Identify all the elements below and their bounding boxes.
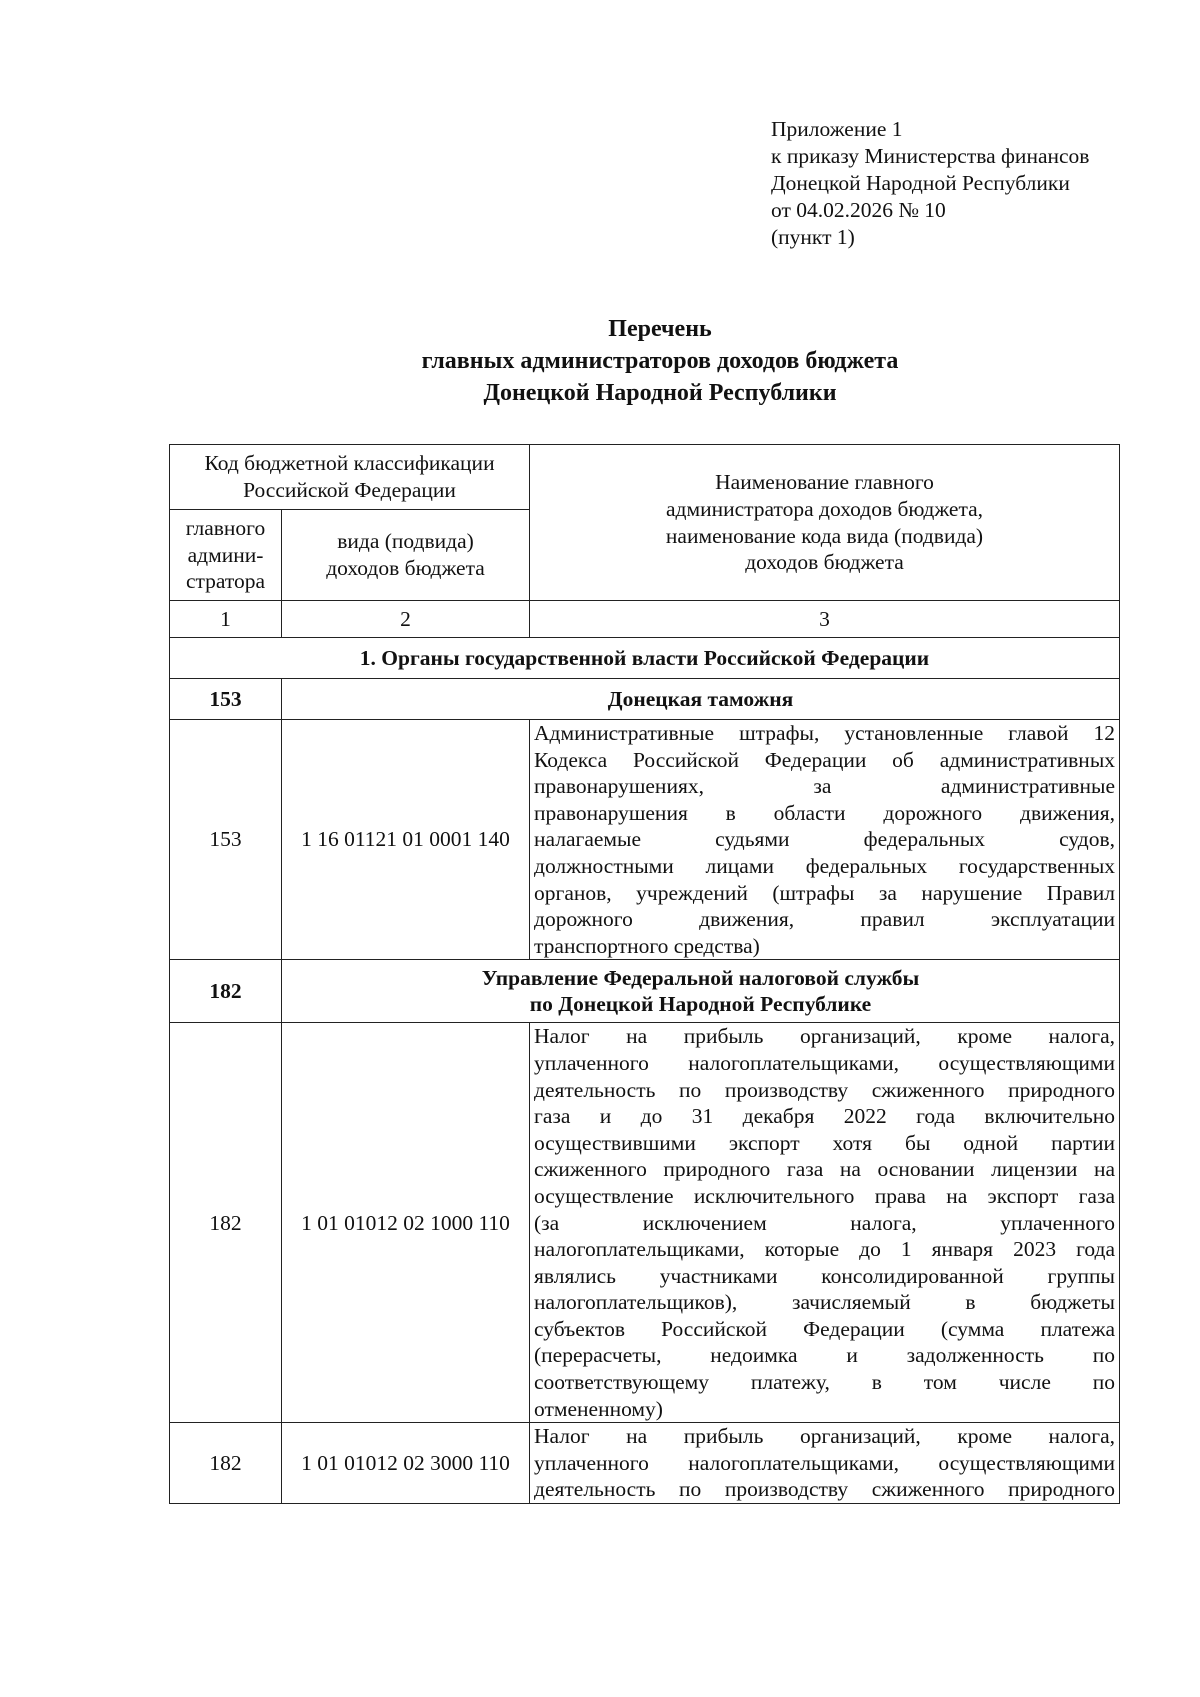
description-line: субъектов Российской Федерации (сумма платежа — [534, 1316, 1116, 1341]
description-line: осуществление исключительного права на экспорт газа — [534, 1183, 1116, 1208]
description-line: органов, учреждений (штрафы за нарушение Правил — [534, 880, 1116, 905]
appendix-block — [771, 116, 1089, 251]
table-row — [170, 1023, 1120, 1423]
description-line: являлись участниками консолидированной группы — [534, 1263, 1116, 1288]
kbk-code-cell: 1 01 01012 02 1000 110 — [282, 1023, 530, 1423]
kbk-code-cell: 1 16 01121 01 0001 140 — [282, 720, 530, 960]
description-line: уплаченного налогоплательщиками, осуществляющими — [534, 1450, 1116, 1475]
table-row — [170, 1423, 1120, 1504]
kbk-code-cell: 1 01 01012 02 3000 110 — [282, 1423, 530, 1504]
appendix-line: (пункт 1) — [771, 225, 855, 249]
appendix-line: Приложение 1 — [771, 117, 903, 141]
section-title: 1. Органы государственной власти Российской Федерации — [170, 638, 1120, 679]
header-admin-column: главного админи- стратора — [170, 510, 282, 601]
description-line: дорожного движения, правил эксплуатации — [534, 907, 1116, 932]
title-line: Донецкой Народной Республики — [483, 380, 837, 406]
description-line: отмененному) — [534, 1396, 663, 1421]
column-number: 2 — [282, 601, 530, 638]
document-title — [0, 313, 1200, 409]
description-line: газа и до 31 декабря 2022 года включительно — [534, 1104, 1116, 1129]
appendix-line: Донецкой Народной Республики — [771, 171, 1070, 195]
description-line: налогоплательщиков), зачисляемый в бюджеты — [534, 1290, 1116, 1315]
admin-code-cell: 182 — [170, 1423, 282, 1504]
title-line: Перечень — [608, 316, 712, 342]
appendix-line: от 04.02.2026 № 10 — [771, 198, 946, 222]
header-kbk-group: Код бюджетной классификации Российской Федерации — [170, 445, 530, 510]
revenue-administrators-table — [169, 444, 1120, 1504]
admin-code: 153 — [170, 679, 282, 720]
description-line: (перерасчеты, недоимка и задолженность по — [534, 1343, 1116, 1368]
column-number: 1 — [170, 601, 282, 638]
description-line: Кодекса Российской Федерации об административных — [534, 747, 1116, 772]
table-row — [170, 720, 1120, 960]
admin-row — [170, 679, 1120, 720]
header-code-column: вида (подвида) доходов бюджета — [282, 510, 530, 601]
description-line: (за исключением налога, уплаченного — [534, 1210, 1116, 1235]
description-line: деятельность по производству сжиженного природного — [534, 1077, 1116, 1102]
description-line: Налог на прибыль организаций, кроме налога, — [534, 1424, 1116, 1449]
appendix-line: к приказу Министерства финансов — [771, 144, 1090, 168]
column-number-row — [170, 601, 1120, 638]
admin-code: 182 — [170, 960, 282, 1023]
description-cell — [530, 1023, 1120, 1423]
admin-code-cell: 182 — [170, 1023, 282, 1423]
section-row — [170, 638, 1120, 679]
admin-code-cell: 153 — [170, 720, 282, 960]
description-line: деятельность по производству сжиженного природного — [534, 1477, 1116, 1502]
admin-name: Донецкая таможня — [282, 679, 1120, 720]
description-line: осуществившими экспорт хотя бы одной партии — [534, 1130, 1116, 1155]
description-line: налагаемые судьями федеральных судов, — [534, 827, 1116, 852]
title-line: главных администраторов доходов бюджета — [421, 348, 899, 374]
description-line: правонарушениях, за административные — [534, 774, 1116, 799]
description-line: транспортного средства) — [534, 933, 760, 958]
column-number: 3 — [530, 601, 1120, 638]
description-line: Административные штрафы, установленные главой 12 — [534, 721, 1116, 745]
header-name-column: Наименование главного администратора доходов бюджета, наименование кода вида (подвида) доходов бюджета — [530, 445, 1120, 601]
description-line: уплаченного налогоплательщиками, осуществляющими — [534, 1050, 1116, 1075]
admin-row — [170, 960, 1120, 1023]
description-line: Налог на прибыль организаций, кроме налога, — [534, 1024, 1116, 1049]
description-line: соответствующему платежу, в том числе по — [534, 1370, 1116, 1395]
description-line: налогоплательщиками, которые до 1 января 2023 года — [534, 1237, 1116, 1262]
description-cell — [530, 720, 1120, 960]
description-cell — [530, 1423, 1120, 1504]
description-line: правонарушения в области дорожного движения, — [534, 800, 1116, 825]
admin-name: Управление Федеральной налоговой службы по Донецкой Народной Республике — [282, 960, 1120, 1023]
description-line: сжиженного природного газа на основании лицензии на — [534, 1157, 1116, 1182]
description-line: должностными лицами федеральных государственных — [534, 853, 1116, 878]
